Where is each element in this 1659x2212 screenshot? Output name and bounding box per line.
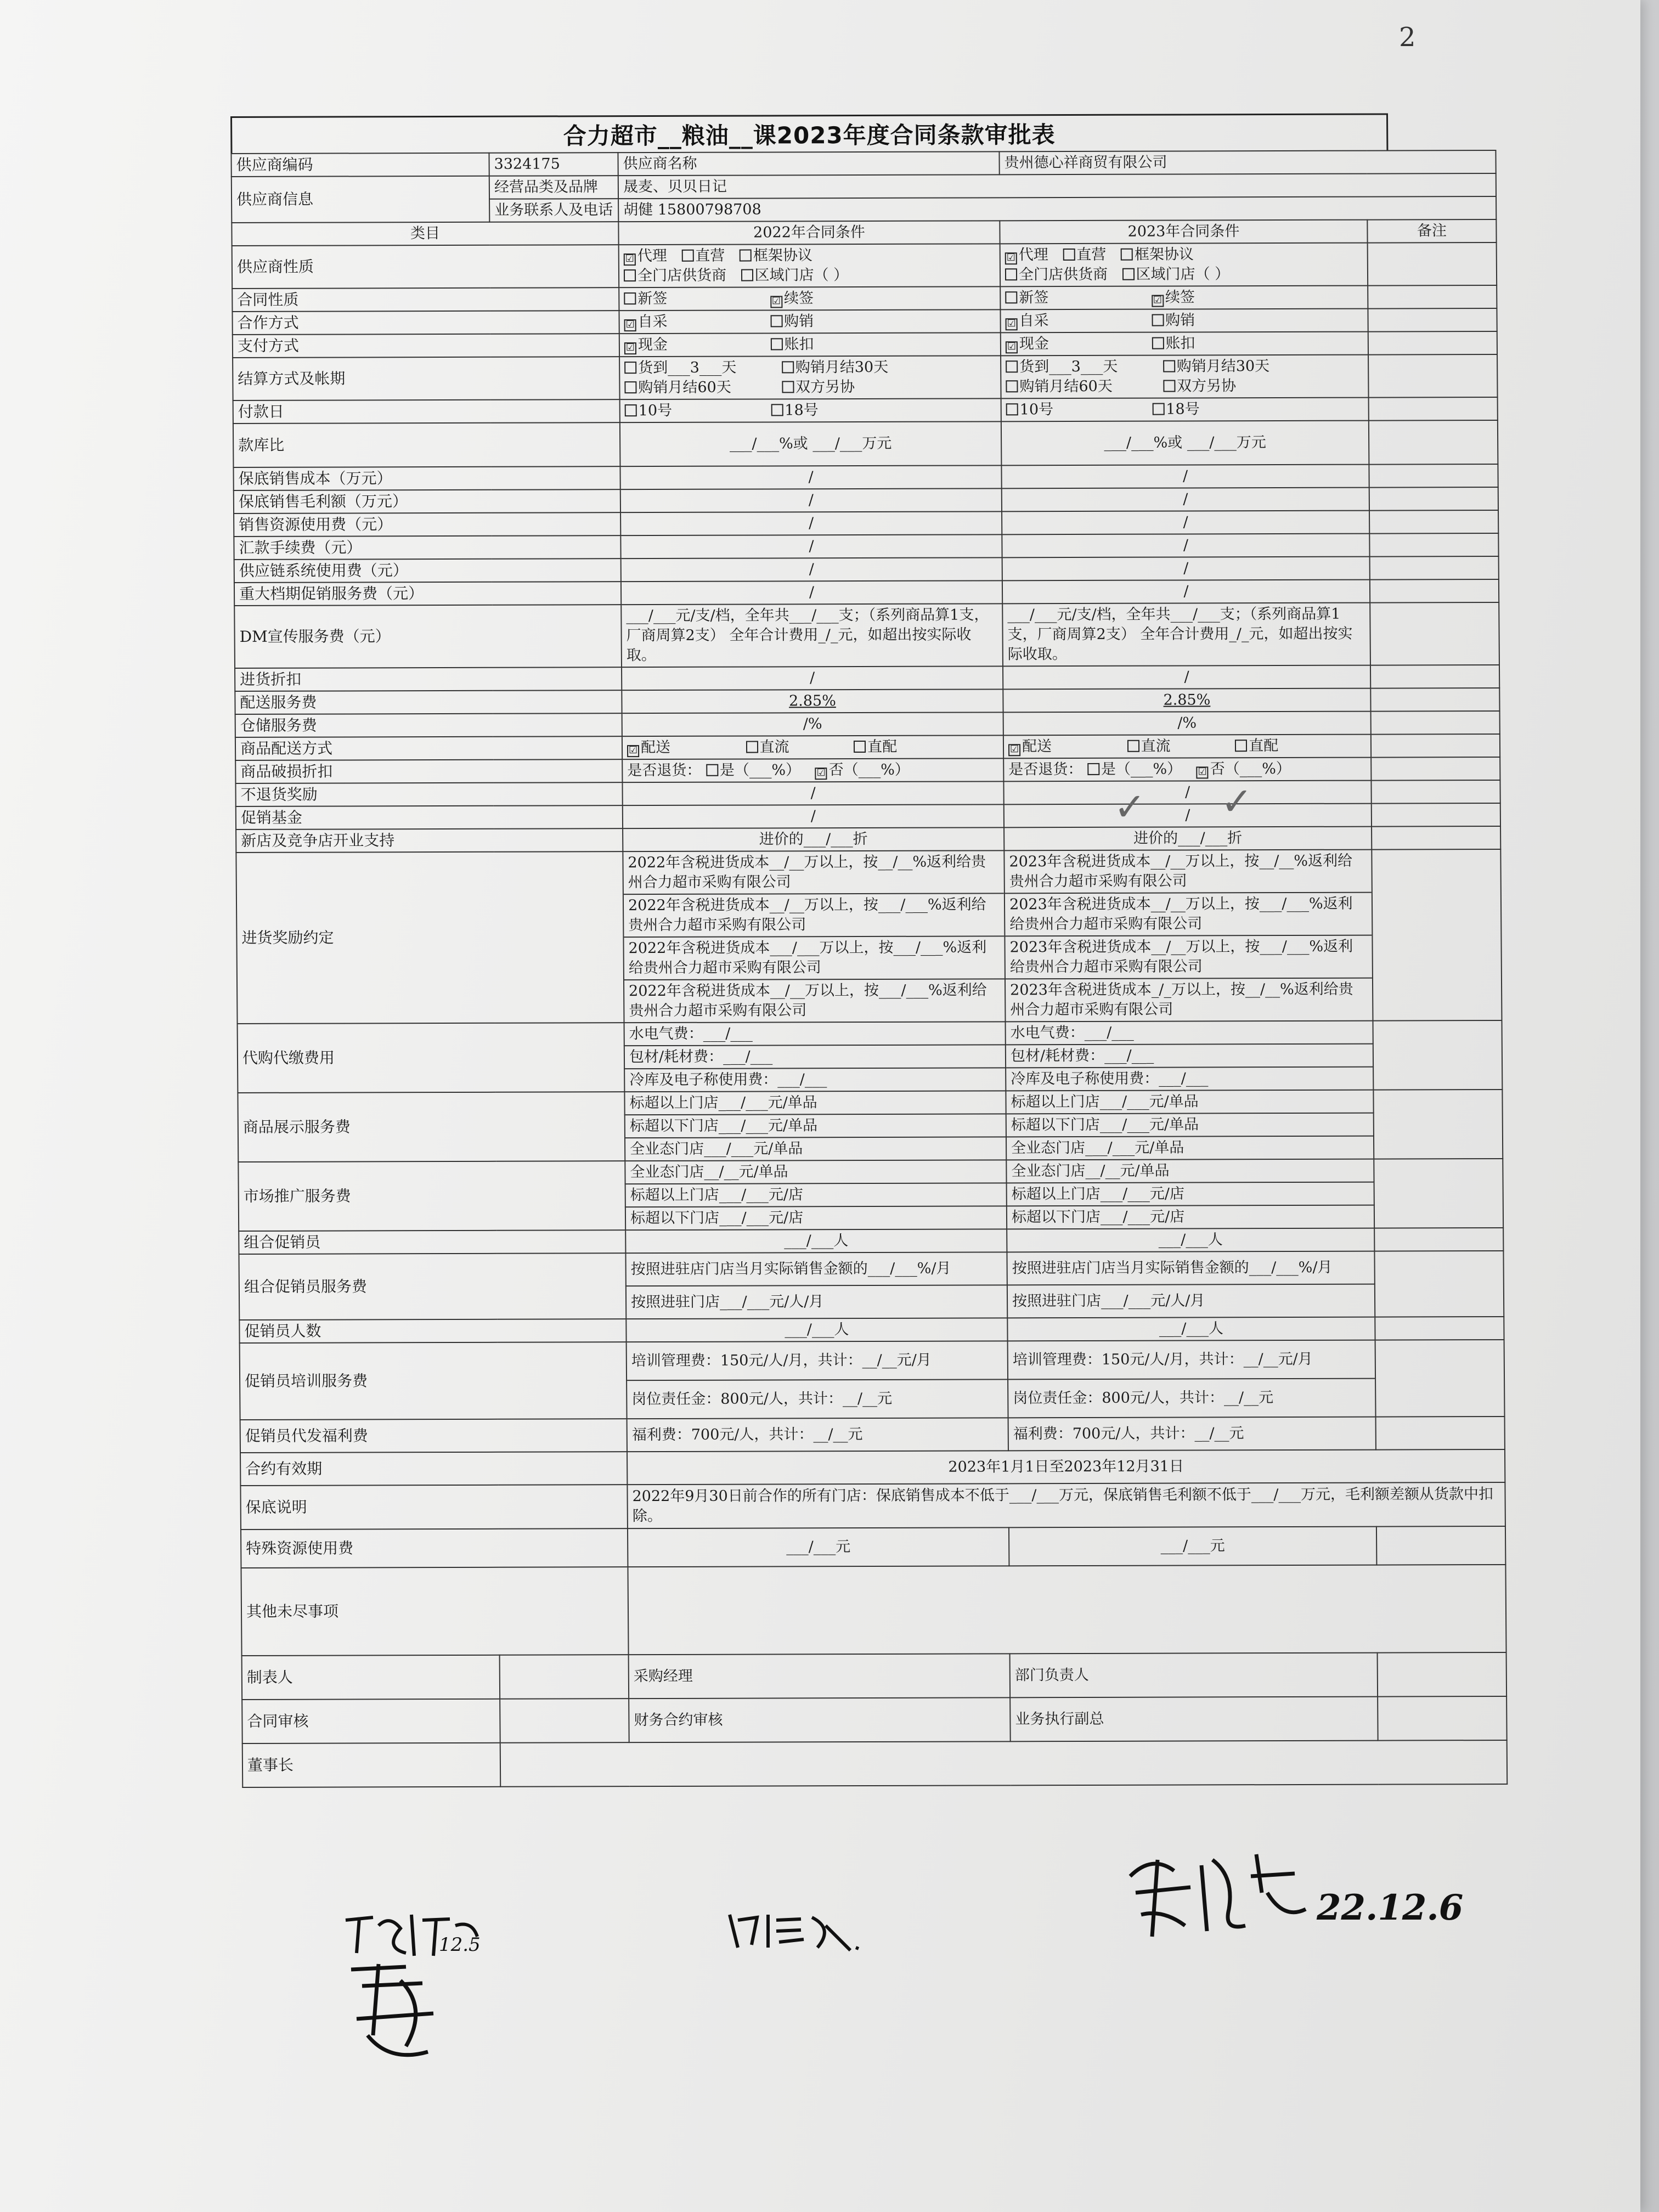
market-2022-c: 标超以下门店___/___元/店 <box>625 1206 1007 1230</box>
payday-2022 <box>620 398 1001 422</box>
remark-cell <box>1374 1251 1504 1317</box>
pgroupfee-2023-b: 按照进驻门店___/___元/人/月 <box>1007 1284 1375 1318</box>
supplier-name-label: 供应商名称 <box>618 151 999 176</box>
pgroupfee-2023-a: 按照进驻店门店当月实际销售金额的___/___%/月 <box>1007 1251 1374 1285</box>
checkbox-18th[interactable]: 18号 <box>1152 399 1200 419</box>
checkbox-yes[interactable]: 是（___%） <box>706 760 800 780</box>
market-2023-b: 标超以上门店___/___元/店 <box>1007 1182 1374 1206</box>
delivery-2023 <box>1003 735 1371 759</box>
checkbox-new[interactable]: 新签 <box>624 289 755 309</box>
checked-icon: ☑ <box>1006 318 1018 330</box>
row-discount <box>235 665 1499 691</box>
rebate-item: 2022年含税进货成本__/__万以上，按___/___%返利给贵州合力超市采购有限公司 <box>629 981 987 1020</box>
label-coop: 合作方式 <box>232 311 619 335</box>
row-ratio <box>233 420 1498 467</box>
checkbox-flow[interactable]: 直流 <box>746 737 839 757</box>
checked-icon: ☑ <box>624 253 636 266</box>
remit-2022: / <box>620 534 1002 558</box>
checked-icon: ☑ <box>1152 295 1164 307</box>
market-2023-c: 标超以下门店___/___元/店 <box>1007 1205 1374 1229</box>
ptrain-2023-a: 培训管理费：150元/人/月，共计：__/__元/月 <box>1008 1340 1375 1380</box>
margin-2023: / <box>1002 488 1369 512</box>
label-damage: 商品破损折扣 <box>235 759 622 783</box>
label-vp: 业务执行副总 <box>1015 1710 1104 1728</box>
row-promo <box>234 579 1499 606</box>
pgroupfee-2022-a: 按照进驻店门店当月实际销售金额的___/___%/月 <box>625 1252 1007 1286</box>
vp-cell <box>1010 1697 1378 1742</box>
checkbox-agent[interactable]: ☑ 代理 <box>1005 245 1048 265</box>
checkbox-purchase-sale[interactable]: 购销 <box>770 312 814 331</box>
checked-icon: ☑ <box>1005 252 1017 264</box>
coop-2023 <box>1000 309 1368 333</box>
checkbox-10th[interactable]: 10号 <box>1006 400 1138 420</box>
rebate-2023 <box>1004 850 1373 1022</box>
rebate-item: 2023年含税进货成本_/_万以上，按__/__%返利给贵州合力超市采购有限公司 <box>1010 980 1353 1019</box>
remark-cell <box>1368 308 1497 332</box>
row-sign-1 <box>242 1652 1507 1700</box>
market-2022-a: 全业态门店__/__元/单品 <box>625 1160 1006 1184</box>
pay-2022 <box>619 332 1001 357</box>
checkbox-distribute[interactable]: ☑ 配送 <box>1008 737 1113 757</box>
scm-2022: / <box>621 557 1002 582</box>
row-pwelfare <box>240 1417 1505 1453</box>
category-value: 晟麦、贝贝日记 <box>618 173 1496 199</box>
remark-cell <box>1369 464 1498 488</box>
remark-cell <box>1371 711 1500 735</box>
checked-icon: ☑ <box>1006 341 1018 353</box>
ratio-2023: ___/___%或 ___/___万元 <box>1001 421 1369 466</box>
row-sign-2 <box>242 1696 1507 1743</box>
signature-dept-head <box>1119 1843 1339 1948</box>
damage-2022: 是否退货： 是（___%） ☑ 否（___%） <box>622 758 1003 782</box>
checkbox-deduct[interactable]: 账扣 <box>770 335 814 354</box>
coop-2022 <box>619 309 1000 334</box>
label-maker: 制表人 <box>242 1655 500 1700</box>
label-payday: 付款日 <box>233 399 620 424</box>
settle-2022 <box>619 356 1001 399</box>
agency-2022-a: 水电气费：___/___ <box>624 1022 1006 1046</box>
rebate-item: 2023年含税进货成本__/__万以上，按___/___%返利给贵州合力超市采购有限公司 <box>1005 893 1372 937</box>
checkbox-direct-delivery[interactable]: 直配 <box>1235 736 1278 756</box>
label-dm: DM宣传服务费（元） <box>234 605 622 668</box>
display-2022-b: 标超以下门店___/___元/单品 <box>625 1114 1006 1138</box>
margin-2022: / <box>620 488 1002 512</box>
row-market <box>238 1159 1503 1185</box>
checkbox-30days[interactable]: 购销月结30天 <box>1163 357 1270 377</box>
checkbox-renew[interactable]: ☑ 续签 <box>1152 287 1195 307</box>
label-delivery-fee: 配送服务费 <box>235 690 622 714</box>
pwelfare-2023: 福利费：700元/人，共计：__/__元 <box>1008 1417 1376 1451</box>
res-2023: / <box>1002 511 1369 535</box>
remark-cell <box>1378 1652 1507 1697</box>
pcount-2022: ___/___人 <box>626 1318 1007 1342</box>
remark-cell <box>1370 556 1499 580</box>
label-delivery: 商品配送方式 <box>235 736 622 760</box>
row-sign-3 <box>242 1740 1508 1787</box>
check-mark-icon: ✓ <box>1221 779 1253 824</box>
row-pcount <box>239 1317 1504 1343</box>
row-pay <box>233 331 1497 358</box>
checkbox-no[interactable]: ☑ 否（___%） <box>815 760 910 780</box>
noreturn-2023: / <box>1003 781 1371 805</box>
label-newstore: 新店及竞争店开业支持 <box>236 828 623 853</box>
dm-2022: ___/___元/支/档，全年共___/___支；（系列商品算1支，厂商周算2支） 全年合计费用_/_元，如超出按实际收取。 <box>621 603 1003 667</box>
label-pay: 支付方式 <box>233 334 619 358</box>
checkbox-flow[interactable]: 直流 <box>1127 736 1220 756</box>
signature-date: 22.12.6 <box>1317 1887 1464 1928</box>
pgroup-2023: ___/___人 <box>1007 1228 1374 1252</box>
checkbox-self-purchase[interactable]: ☑ 自采 <box>1005 311 1137 331</box>
checkbox-regional[interactable]: 区域门店（ ） <box>741 266 848 286</box>
label-res: 销售资源使用费（元） <box>234 512 620 537</box>
row-pgroup <box>239 1228 1503 1254</box>
rebate-item: 2022年含税进货成本__/__万以上，按___/___%返利给贵州合力超市采购有限公司 <box>624 894 1005 938</box>
remark-cell <box>1369 510 1498 534</box>
label-contract-review: 合同审核 <box>242 1699 500 1743</box>
other-value <box>628 1565 1506 1655</box>
supplier-info-row <box>232 173 1496 200</box>
newstore-2022: 进价的___/___折 <box>623 827 1004 851</box>
row-pgroupfee <box>239 1251 1503 1287</box>
remark-cell <box>1375 1340 1505 1417</box>
label-pwelfare: 促销员代发福利费 <box>240 1419 627 1453</box>
payday-2023 <box>1001 398 1369 422</box>
contact-value: 胡健 15800798708 <box>618 196 1496 222</box>
delivery-2022 <box>622 735 1003 759</box>
checkbox-distribute[interactable]: ☑ 配送 <box>627 738 731 758</box>
nature-2022 <box>619 244 1001 287</box>
category-label: 经营品类及品牌 <box>489 176 618 199</box>
finance-cell <box>629 1697 1011 1742</box>
row-payday <box>233 397 1498 424</box>
checkbox-regional[interactable]: 区域门店（ ） <box>1122 264 1229 285</box>
remark-cell <box>1370 602 1499 665</box>
checkbox-cod[interactable]: 货到___3___天 <box>624 358 767 378</box>
remark-cell <box>1368 285 1497 309</box>
label-display: 商品展示服务费 <box>238 1092 625 1162</box>
contact-label: 业务联系人及电话 <box>489 199 618 222</box>
contract-2022 <box>619 286 1000 311</box>
label-chairman: 董事长 <box>242 1743 501 1787</box>
rebate-item: 2022年含税进货成本___/___万以上，按___/___%返利给贵州合力超市采购有限公司 <box>624 936 1005 980</box>
label-nature: 供应商性质 <box>232 245 619 289</box>
checked-icon: ☑ <box>1197 766 1209 778</box>
promo-2022: / <box>621 580 1002 605</box>
delivery-fee-2022: 2.85% <box>622 689 1003 713</box>
review-sign-cell <box>500 1699 629 1743</box>
checkbox-framework[interactable]: 框架协议 <box>740 246 812 266</box>
ptrain-2023-b: 岗位责任金：800元/人，共计：__/__元 <box>1008 1379 1375 1418</box>
row-guarantee <box>240 1482 1505 1530</box>
checkbox-30days[interactable]: 购销月结30天 <box>782 358 889 378</box>
row-res <box>234 510 1498 537</box>
row-other <box>241 1565 1506 1656</box>
agency-2022-c: 冷库及电子称使用费：___/___ <box>624 1068 1006 1092</box>
header-item: 类目 <box>232 222 618 246</box>
res-2022: / <box>620 511 1002 535</box>
fund-2022: / <box>623 804 1004 828</box>
checkbox-new[interactable]: 新签 <box>1005 288 1137 308</box>
checkbox-other[interactable]: 双方另协 <box>1163 376 1236 396</box>
newstore-2023: 进价的___/___折 <box>1004 827 1372 851</box>
ptrain-2022-a: 培训管理费：150元/人/月，共计：__/__元/月 <box>627 1341 1008 1380</box>
label-rebate: 进货奖励约定 <box>236 851 624 1024</box>
row-fund <box>236 803 1500 830</box>
cost-2022: / <box>620 465 1001 489</box>
ratio-2022: ___/___%或 ___/___万元 <box>620 421 1002 466</box>
row-contract <box>232 285 1497 312</box>
form-table <box>230 150 1508 1788</box>
remark-cell <box>1370 579 1499 603</box>
checkbox-10th[interactable]: 10号 <box>625 401 757 421</box>
row-scm <box>234 556 1499 583</box>
dept-head-cell <box>1010 1653 1378 1698</box>
label-remit: 汇款手续费（元） <box>234 535 620 560</box>
row-ptrain <box>240 1340 1504 1381</box>
label-scm: 供应链系统使用费（元） <box>234 558 621 583</box>
pay-2023 <box>1001 332 1368 356</box>
row-special <box>241 1526 1505 1568</box>
remit-2023: / <box>1002 534 1369 558</box>
remark-cell <box>1376 1417 1505 1450</box>
label-period: 合约有效期 <box>240 1452 627 1486</box>
checked-icon: ☑ <box>770 296 782 308</box>
label-pgroupfee: 组合促销员服务费 <box>239 1253 626 1320</box>
remark-cell <box>1370 688 1499 712</box>
checkbox-all-stores[interactable]: 全门店供货商 <box>624 266 726 286</box>
display-2022-c: 全业态门店___/___元/单品 <box>625 1137 1006 1161</box>
supplier-code-label: 供应商编码 <box>231 153 489 177</box>
display-2023-a: 标超以上门店___/___元/单品 <box>1006 1090 1373 1114</box>
display-2022-a: 标超以上门店___/___元/单品 <box>624 1091 1006 1115</box>
remark-cell <box>1371 780 1500 804</box>
market-2023-a: 全业态门店__/__元/单品 <box>1006 1159 1374 1183</box>
checked-icon: ☑ <box>1008 744 1020 756</box>
purchase-mgr-cell <box>629 1654 1011 1699</box>
remark-cell <box>1373 1020 1502 1090</box>
row-storage <box>235 711 1500 737</box>
nature-2023 <box>1000 243 1368 287</box>
remark-cell <box>1376 1526 1505 1565</box>
row-newstore <box>236 826 1500 853</box>
display-2023-b: 标超以下门店___/___元/单品 <box>1006 1113 1374 1137</box>
rebate-item: 2023年含税进货成本__/__万以上，按__/__%返利给贵州合力超市采购有限公司 <box>1005 850 1372 894</box>
fund-2023: / <box>1004 804 1372 828</box>
checkbox-all-stores[interactable]: 全门店供货商 <box>1005 265 1108 285</box>
label-market: 市场推广服务费 <box>238 1161 625 1231</box>
label-noreturn: 不退货奖励 <box>235 782 622 806</box>
label-purchase-mgr: 采购经理 <box>633 1667 693 1685</box>
remark-cell <box>1368 242 1497 286</box>
label-cost: 保底销售成本（万元） <box>233 466 620 490</box>
approval-form <box>230 113 1494 1788</box>
special-2023: ___/___元 <box>1009 1527 1376 1566</box>
agency-2023-c: 冷库及电子称使用费：___/___ <box>1006 1067 1373 1091</box>
ptrain-2022-b: 岗位责任金：800元/人，共计：__/__元 <box>627 1379 1008 1419</box>
remark-cell <box>1372 803 1500 827</box>
remark-cell <box>1369 397 1498 421</box>
row-rebate <box>236 849 1502 1024</box>
remark-cell <box>1373 1090 1503 1159</box>
scm-2023: / <box>1002 557 1370 581</box>
remark-cell <box>1369 487 1498 511</box>
row-cost <box>233 464 1498 490</box>
remark-cell <box>1370 665 1499 689</box>
pgroup-2022: ___/___人 <box>625 1229 1007 1253</box>
checkbox-renew[interactable]: ☑ 续签 <box>770 289 814 308</box>
rebate-2022 <box>623 850 1005 1023</box>
display-2023-c: 全业态门店___/___元/单品 <box>1006 1136 1374 1160</box>
period-value: 2023年1月1日至2023年12月31日 <box>627 1449 1505 1485</box>
form-title: 合力超市__粮油__课2023年度合同条款审批表 <box>230 113 1388 153</box>
storage-2023: /% <box>1003 712 1371 736</box>
checkbox-purchase-sale[interactable]: 购销 <box>1152 311 1195 330</box>
checkbox-deduct[interactable]: 账扣 <box>1152 334 1195 353</box>
contract-2023 <box>1000 286 1368 310</box>
remark-cell <box>1369 533 1498 557</box>
checkbox-direct[interactable]: 直营 <box>1063 245 1106 265</box>
label-storage: 仓储服务费 <box>235 713 622 737</box>
row-remit <box>234 533 1498 560</box>
label-ptrain: 促销员培训服务费 <box>240 1342 627 1420</box>
label-special: 特殊资源使用费 <box>241 1528 628 1568</box>
checkbox-framework[interactable]: 框架协议 <box>1121 245 1194 264</box>
check-mark-icon: ✓ <box>1114 785 1146 830</box>
special-2022: ___/___元 <box>628 1527 1009 1567</box>
label-discount: 进货折扣 <box>235 667 622 691</box>
checked-icon: ☑ <box>627 745 639 757</box>
checkbox-direct-delivery[interactable]: 直配 <box>854 737 897 757</box>
row-delivery-fee <box>235 688 1499 714</box>
signature-maker-date: 12.5 <box>439 1934 481 1956</box>
cost-2023: / <box>1001 465 1369 489</box>
header-2023: 2023年合同条件 <box>1000 220 1367 244</box>
checkbox-direct[interactable]: 直营 <box>681 246 725 266</box>
row-dm <box>234 602 1499 668</box>
row-damage <box>235 757 1500 783</box>
remark-cell <box>1372 849 1502 1021</box>
remark-cell <box>1378 1696 1507 1741</box>
label-contract: 合同性质 <box>232 287 619 312</box>
supplier-code: 3324175 <box>489 153 618 176</box>
checkbox-cod[interactable]: 货到___3___天 <box>1006 357 1148 377</box>
checkbox-other[interactable]: 双方另协 <box>782 377 855 397</box>
row-period <box>240 1449 1505 1486</box>
checkbox-cash[interactable]: ☑ 现金 <box>1006 334 1137 354</box>
checked-icon: ☑ <box>624 342 636 354</box>
header-remark: 备注 <box>1367 219 1496 243</box>
label-pcount: 促销员人数 <box>239 1319 626 1343</box>
label-ratio: 款库比 <box>233 422 620 467</box>
market-2022-b: 标超以上门店___/___元/店 <box>625 1183 1007 1207</box>
pwelfare-2022: 福利费：700元/人，共计：__/__元 <box>627 1418 1008 1452</box>
checkbox-18th[interactable]: 18号 <box>771 400 819 420</box>
checkbox-self-purchase[interactable]: ☑ 自采 <box>624 312 755 332</box>
guarantee-value: 2022年9月30日前合作的所有门店：保底销售成本不低于___/___万元，保底销售毛利额不低于___/___万元，毛利额差额从货款中扣除。 <box>627 1482 1505 1528</box>
checked-icon: ☑ <box>815 768 827 780</box>
pcount-2023: ___/___人 <box>1007 1317 1375 1341</box>
delivery-fee-2023: 2.85% <box>1003 689 1370 713</box>
checkbox-agent[interactable]: ☑ 代理 <box>624 246 667 266</box>
remark-cell <box>1369 420 1498 465</box>
agency-2023-a: 水电气费：___/___ <box>1006 1021 1373 1045</box>
dm-2023: ___/___元/支/档，全年共___/___支；（系列商品算1支，厂商周算2支） 全年合计费用_/_元，如超出按实际收取。 <box>1002 603 1370 667</box>
remark-cell <box>1371 734 1500 758</box>
supplier-name: 贵州德心祥商贸有限公司 <box>999 150 1496 174</box>
remark-cell <box>1372 826 1500 850</box>
chairman-sign-cell <box>500 1740 1508 1787</box>
rebate-item: 2022年含税进货成本__/__万以上，按__/__%返利给贵州合力超市采购有限公司 <box>623 851 1004 895</box>
header-row <box>232 219 1496 246</box>
row-margin <box>234 487 1498 514</box>
row-agency <box>238 1020 1502 1047</box>
checkbox-cash[interactable]: ☑ 现金 <box>624 335 756 356</box>
label-finance: 财务合约审核 <box>634 1711 723 1729</box>
signature-review <box>340 1953 450 2063</box>
label-other: 其他未尽事项 <box>241 1567 628 1656</box>
row-coop <box>232 308 1497 335</box>
header-2022: 2022年合同条件 <box>618 221 1000 245</box>
remark-cell <box>1368 354 1498 398</box>
rebate-item: 2023年含税进货成本__/__万以上，按___/___%返利给贵州合力超市采购有限公司 <box>1005 936 1372 980</box>
page-number: 2 <box>1399 22 1416 53</box>
remark-cell <box>1374 1159 1503 1228</box>
settle-2023 <box>1001 355 1369 399</box>
discount-2022: / <box>622 666 1003 690</box>
signature-purchase-mgr <box>724 1904 861 1953</box>
label-settle: 结算方式及帐期 <box>233 357 620 400</box>
pgroupfee-2022-b: 按照进驻门店___/___元/人/月 <box>626 1285 1007 1319</box>
remark-cell <box>1374 1228 1503 1251</box>
noreturn-2022: / <box>622 781 1003 805</box>
row-nature <box>232 242 1497 289</box>
remark-cell <box>1371 757 1500 781</box>
label-fund: 促销基金 <box>236 805 623 830</box>
row-settle <box>233 354 1497 400</box>
label-promo: 重大档期促销服务费（元） <box>234 582 621 606</box>
checkbox-no[interactable]: ☑ 否（___%） <box>1197 759 1291 779</box>
supplier-code-row <box>231 150 1496 177</box>
label-pgroup: 组合促销员 <box>239 1230 625 1254</box>
row-display <box>238 1090 1502 1116</box>
row-delivery <box>235 734 1500 760</box>
label-dept-head: 部门负责人 <box>1014 1666 1089 1684</box>
agency-2022-b: 包材/耗材费：___/___ <box>624 1045 1006 1069</box>
remark-cell <box>1368 331 1497 355</box>
checkbox-60days[interactable]: 购销月结60天 <box>624 377 767 398</box>
label-agency: 代购代缴费用 <box>238 1023 625 1093</box>
checked-icon: ☑ <box>624 319 636 331</box>
label-margin: 保底销售毛利额（万元） <box>234 489 620 514</box>
supplier-info-label: 供应商信息 <box>232 176 490 223</box>
remark-cell <box>1375 1317 1504 1340</box>
discount-2023: / <box>1003 665 1370 690</box>
storage-2022: /% <box>622 712 1003 736</box>
row-noreturn <box>235 780 1500 806</box>
label-guarantee: 保底说明 <box>240 1485 628 1530</box>
agency-2023-b: 包材/耗材费：___/___ <box>1006 1044 1373 1068</box>
maker-sign-cell <box>500 1655 629 1699</box>
checkbox-yes[interactable]: 是（___%） <box>1087 759 1182 779</box>
damage-2023: 是否退货： 是（___%） ☑ 否（___%） <box>1003 758 1371 782</box>
checkbox-60days[interactable]: 购销月结60天 <box>1006 377 1148 397</box>
promo-2023: / <box>1002 580 1370 604</box>
